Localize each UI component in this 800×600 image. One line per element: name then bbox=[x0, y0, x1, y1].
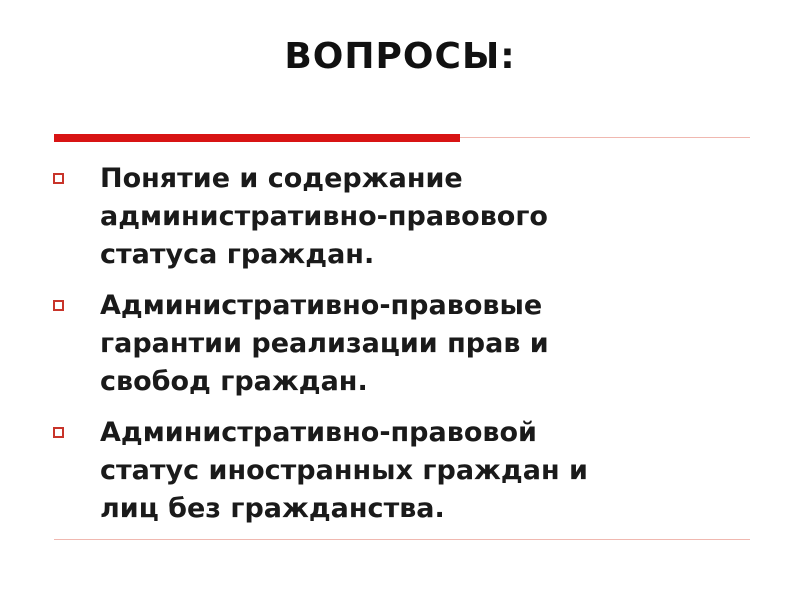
accent-bar bbox=[54, 134, 460, 142]
square-bullet-icon bbox=[53, 173, 64, 184]
list-item bbox=[50, 414, 750, 528]
list-item-text: Административно-правовой статус иностранных граждан и лиц без гражданства. bbox=[100, 417, 588, 524]
square-bullet-icon bbox=[53, 427, 64, 438]
list-item bbox=[50, 287, 750, 401]
list-item-text: Понятие и содержание административно-правового статуса граждан. bbox=[100, 163, 548, 270]
slide-title: ВОПРОСЫ: bbox=[284, 36, 516, 77]
list-item-text: Административно-правовые гарантии реализации прав и свобод граждан. bbox=[100, 290, 549, 397]
list-item bbox=[50, 160, 750, 274]
square-bullet-icon bbox=[53, 300, 64, 311]
divider-line-bottom bbox=[54, 539, 750, 540]
question-list bbox=[50, 160, 750, 541]
